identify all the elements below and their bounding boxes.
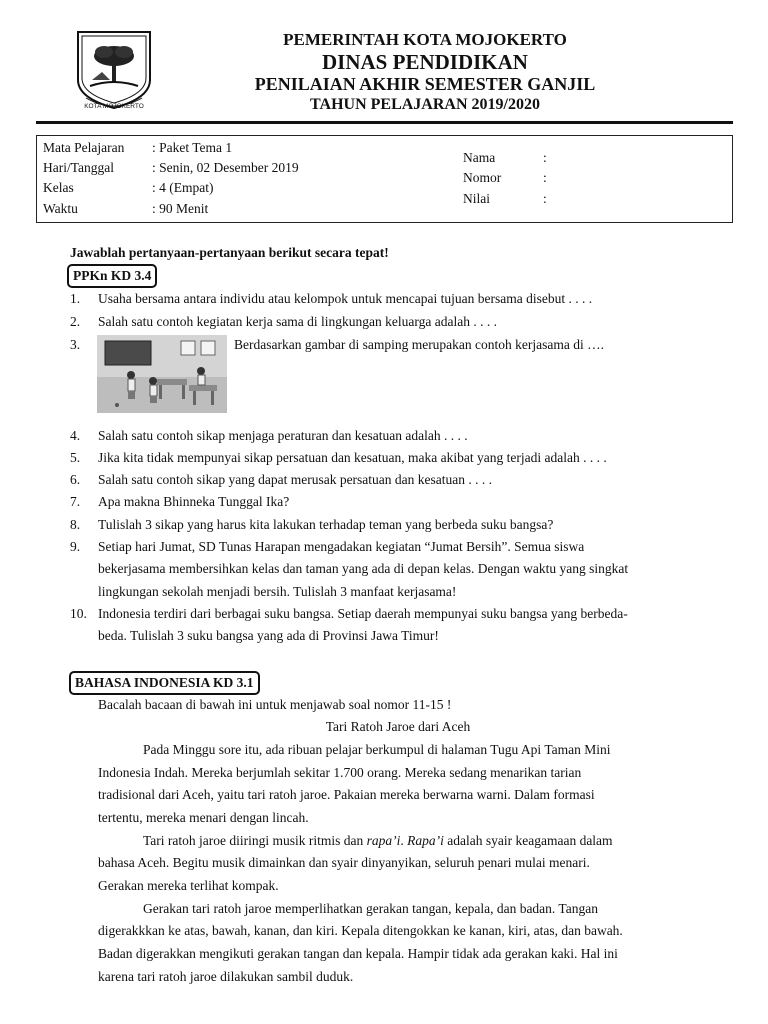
question-number: 9. bbox=[70, 539, 81, 554]
header-divider bbox=[36, 121, 733, 124]
question-text-line: bekerjasama membersihkan kelas dan taman yang ada di depan kelas. Dengan waktu yang singkat bbox=[98, 561, 629, 576]
reading-paragraph-line: Gerakan tari ratoh jaroe memperlihatkan gerakan tangan, kepala, dan badan. Tangan bbox=[143, 901, 598, 916]
question-text: Tulislah 3 sikap yang harus kita lakukan terhadap teman yang berbeda suku bangsa? bbox=[98, 517, 554, 532]
question-number: 8. bbox=[70, 517, 81, 532]
reading-paragraph-line: Tari ratoh jaroe diiringi musik ritmis dan rapa’i. Rapa’i adalah syair keagamaan dalam bbox=[143, 833, 613, 848]
reading-paragraph-line: bahasa Aceh. Begitu musik dimainkan dan syair dinyanyikan, seluruh penari mulai menari. bbox=[98, 855, 590, 870]
reading-paragraph-line: tertentu, mereka menari dengan lincah. bbox=[98, 810, 309, 825]
header-exam-title: PENILAIAN AKHIR SEMESTER GANJIL bbox=[254, 74, 596, 94]
reading-paragraph-line: Badan digerakkan mengikuti gerakan tangan dan kepala. Hampir tidak ada gerakan kaki. Hal ini bbox=[98, 946, 618, 961]
reading-paragraph-line: Gerakan mereka terlihat kompak. bbox=[98, 878, 279, 893]
question-text: Usaha bersama antara individu atau kelompok untuk mencapai tujuan bersama disebut . . . . bbox=[98, 291, 593, 306]
question-text: Salah satu contoh sikap yang dapat merusak persatuan dan kesatuan . . . . bbox=[98, 472, 493, 487]
question-text: Jika kita tidak mempunyai sikap persatuan dan kesatuan, maka akibat yang terjadi adalah . . . . bbox=[98, 450, 607, 465]
section-bahasa-indonesia-label: BAHASA INDONESIA KD 3.1 bbox=[69, 671, 260, 695]
question-number: 1. bbox=[70, 291, 81, 306]
header-government: PEMERINTAH KOTA MOJOKERTO bbox=[283, 30, 567, 49]
question-text: Berdasarkan gambar di samping merupakan contoh kerjasama di …. bbox=[234, 337, 605, 352]
header-department: DINAS PENDIDIKAN bbox=[322, 50, 528, 74]
classroom-cleaning-illustration bbox=[97, 335, 227, 413]
exam-info-box: Mata Pelajaran : Paket Tema 1 Hari/Tanggal : Senin, 02 Desember 2019 Kelas : 4 (Empat) Waktu : 90 Menit Nama : Nomor : Nilai : bbox=[36, 135, 733, 223]
question-number: 2. bbox=[70, 314, 81, 329]
question-number: 10. bbox=[70, 606, 87, 621]
question-text-line: lingkungan sekolah menjadi bersih. Tulislah 3 manfaat kerjasama! bbox=[98, 584, 457, 599]
question-text-line: Setiap hari Jumat, SD Tunas Harapan mengadakan kegiatan “Jumat Bersih”. Semua siswa bbox=[98, 539, 585, 554]
svg-text:KOTA MOJOKERTO: KOTA MOJOKERTO bbox=[84, 103, 144, 110]
reading-paragraph-line: Indonesia Indah. Mereka berjumlah sekitar 1.700 orang. Mereka sedang menarikan tarian bbox=[98, 765, 582, 780]
question-text: Apa makna Bhinneka Tunggal Ika? bbox=[98, 494, 290, 509]
header-school-year: TAHUN PELAJARAN 2019/2020 bbox=[310, 96, 540, 113]
question-number: 5. bbox=[70, 450, 81, 465]
kota-mojokerto-logo bbox=[70, 28, 158, 112]
question-text: Salah satu contoh kegiatan kerja sama di lingkungan keluarga adalah . . . . bbox=[98, 314, 498, 329]
question-number: 7. bbox=[70, 494, 81, 509]
reading-title: Tari Ratoh Jaroe dari Aceh bbox=[325, 719, 471, 734]
question-text-line: Indonesia terdiri dari berbagai suku bangsa. Setiap daerah mempunyai suku bangsa yang berbeda- bbox=[98, 606, 628, 621]
question-number: 6. bbox=[70, 472, 81, 487]
section-ppkn-label: PPKn KD 3.4 bbox=[67, 264, 157, 288]
question-text: Salah satu contoh sikap menjaga peraturan dan kesatuan adalah . . . . bbox=[98, 428, 468, 443]
reading-paragraph-line: karena tari ratoh jaroe dilakukan sambil duduk. bbox=[98, 969, 354, 984]
question-number: 4. bbox=[70, 428, 81, 443]
question-number: 3. bbox=[70, 337, 81, 352]
question-text-line: beda. Tulislah 3 suku bangsa yang ada di Provinsi Jawa Timur! bbox=[98, 628, 439, 643]
reading-intro: Bacalah bacaan di bawah ini untuk menjawab soal nomor 11-15 ! bbox=[98, 697, 452, 712]
reading-paragraph-line: Pada Minggu sore itu, ada ribuan pelajar berkumpul di halaman Tugu Api Taman Mini bbox=[143, 742, 611, 757]
reading-paragraph-line: digerakkkan ke atas, bawah, kanan, dan kiri. Kepala ditengokkan ke kanan, kiri, atas, dan bawah. bbox=[98, 923, 623, 938]
reading-paragraph-line: tradisional dari Aceh, yaitu tari ratoh jaroe. Pakaian mereka berwarna warni. Dalam formasi bbox=[98, 787, 595, 802]
instruction-text: Jawablah pertanyaan-pertanyaan berikut secara tepat! bbox=[70, 245, 389, 260]
